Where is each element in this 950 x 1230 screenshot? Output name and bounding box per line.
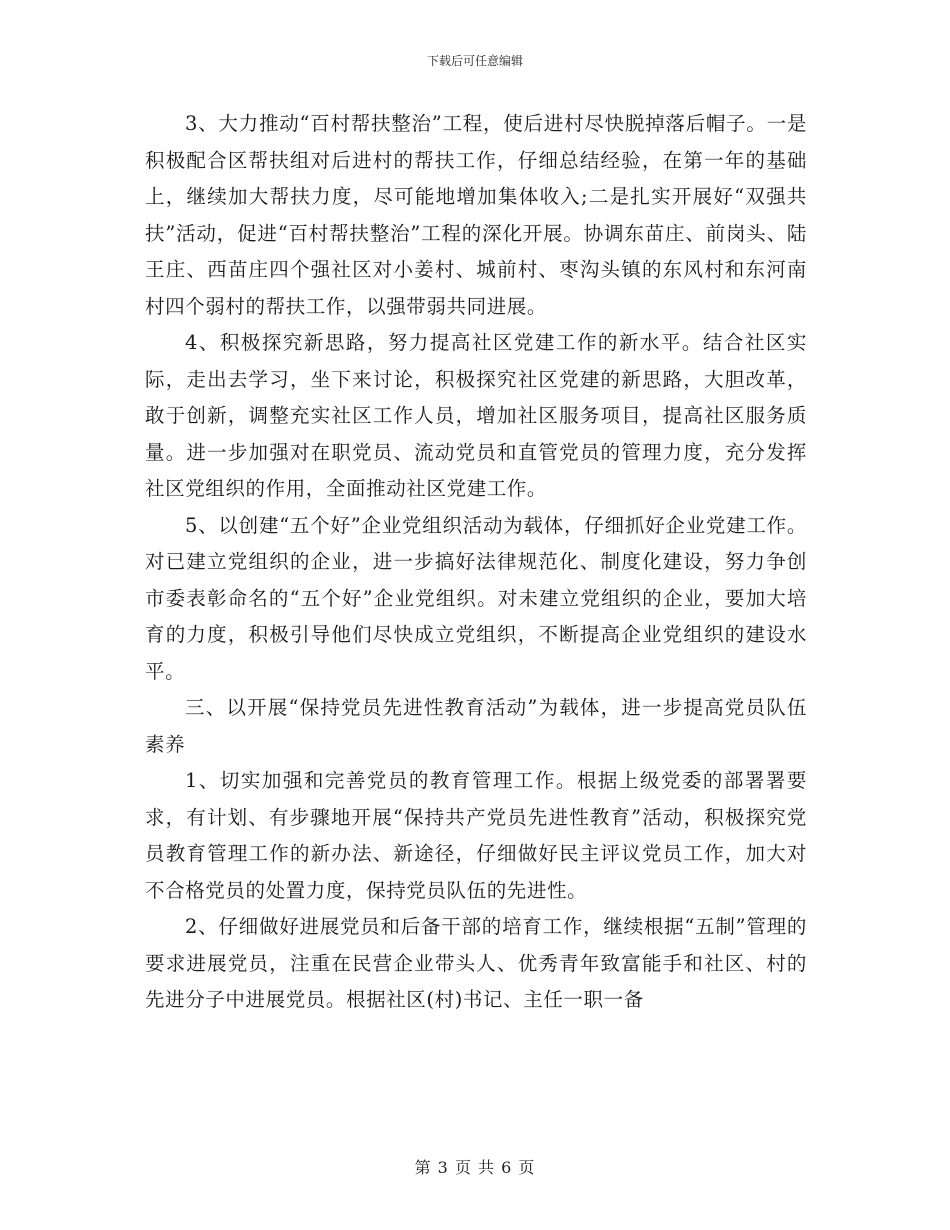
paragraph-item-3: 3、大力推动“百村帮扶整治”工程，使后进村尽快脱掉落后帽子。一是积极配合区帮扶组对后进村的帮扶工作，仔细总结经验，在第一年的基础上，继续加大帮扶力度，尽可能地增加集体收入;二是扎实开展好“双强共扶”活动，促进“百村帮扶整治”工程的深化开展。协调东苗庄、前岗头、陆王庄、西苗庄四个强社区对小姜村、城前村、枣沟头镇的东风村和东河南村四个弱村的帮扶工作，以强带弱共同进展。 — [145, 112, 807, 318]
paragraph-item-4: 4、积极探究新思路，努力提高社区党建工作的新水平。结合社区实际，走出去学习，坐下来讨论，积极探究社区党建的新思路，大胆改革，敢于创新，调整充实社区工作人员，增加社区服务项目，提高社区服务质量。进一步加强对在职党员、流动党员和直管党员的管理力度，充分发挥社区党组织的作用，全面推动社区党建工作。 — [145, 331, 807, 500]
paragraph-item-5: 5、以创建“五个好”企业党组织活动为载体，仔细抓好企业党建工作。对已建立党组织的企业，进一步搞好法律规范化、制度化建设，努力争创市委表彰命名的“五个好”企业党组织。对未建立党组织的企业，要加大培育的力度，积极引导他们尽快成立党组织，不断提高企业党组织的建设水平。 — [145, 513, 807, 683]
section-heading-3: 三、以开展“保持党员先进性教育活动”为载体，进一步提高党员队伍素养 — [145, 696, 807, 756]
page-number: 第 3 页 共 6 页 — [414, 1158, 536, 1177]
paragraph-item-2: 2、仔细做好进展党员和后备干部的培育工作，继续根据“五制”管理的要求进展党员，注重在民营企业带头人、优秀青年致富能手和社区、村的先进分子中进展党员。根据社区(村)书记、主任一职一备 — [145, 915, 807, 1011]
document-body — [145, 106, 807, 1019]
paragraph-item-1: 1、切实加强和完善党员的教育管理工作。根据上级党委的部署署要求，有计划、有步骤地开展“保持共产党员先进性教育”活动，积极探究党员教育管理工作的新办法、新途径，仔细做好民主评议党员工作，加大对不合格党员的处置力度，保持党员队伍的先进性。 — [145, 769, 807, 902]
page-header: 下载后可任意编辑 — [426, 54, 523, 68]
